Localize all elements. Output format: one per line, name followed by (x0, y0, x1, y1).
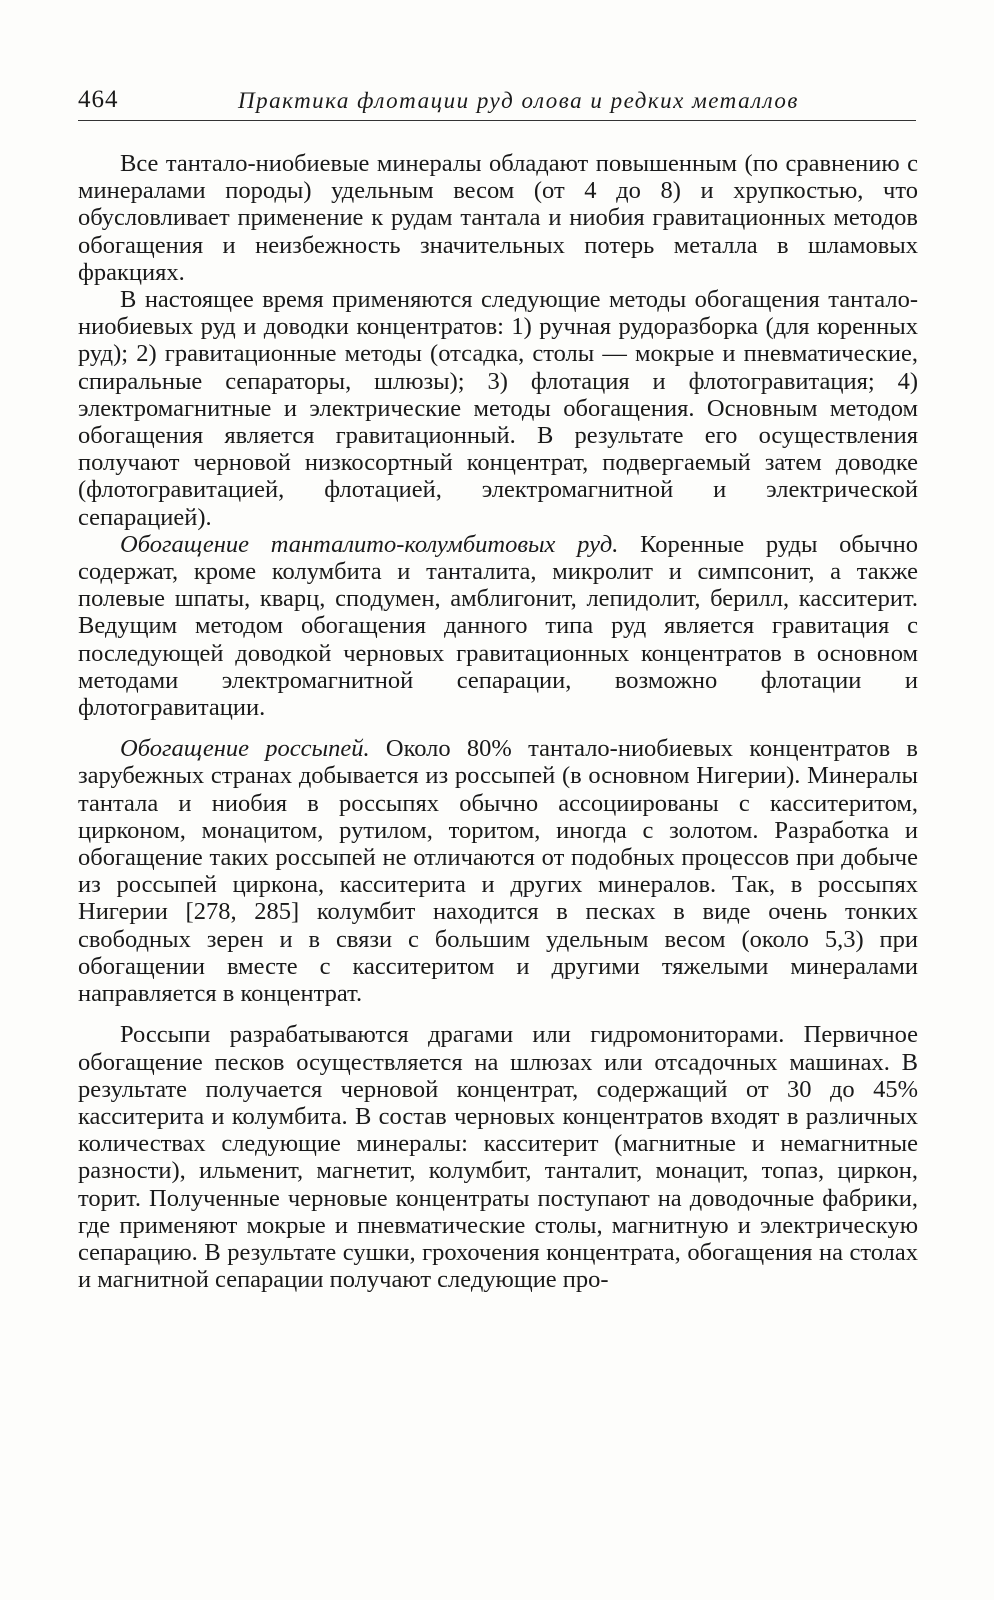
header-rule (78, 120, 916, 121)
paragraph-5 (78, 1021, 918, 1293)
paragraph-1-text: Все тантало-ниобиевые минералы обладают повышенным (по сравнению с минералами породы) удельным весом (от 4 до 8) и хрупкостью, что обусловливает применение к рудам тантала и ниобия гравитационных методов обогащения и неизбежность значительных потерь металла в шламовых фракциях. (78, 150, 918, 286)
paragraph-4 (78, 735, 918, 1007)
paragraph-5-text: Россыпи разрабатываются драгами или гидромониторами. Первичное обогащение песков осуществляется на шлюзах или отсадочных машинах. В результате получается черновой концентрат, содержащий от 30 до 45% касситерита и колумбита. В состав черновых концентратов входят в различных количествах следующие минералы: касситерит (магнитные и немагнитные разности), ильменит, магнетит, колумбит, танталит, монацит, топаз, циркон, торит. Полученные черновые концентраты поступают на доводочные фабрики, где применяют мокрые и пневматические столы, магнитную и электрическую сепарацию. В результате сушки, грохочения концентрата, обогащения на столах и магнитной сепарации получают следующие про- (78, 1021, 918, 1294)
paragraph-3 (78, 531, 918, 721)
paragraph-2 (78, 286, 918, 531)
paragraph-3-text: Коренные руды обычно содержат, кроме колумбита и танталита, микролит и симпсонит, а также полевые шпаты, кварц, сподумен, амблигонит, лепидолит, берилл, касситерит. Ведущим методом обогащения данного типа руд является гравитация с последующей доводкой черновых гравитационных концентратов в основном методами электромагнитной сепарации, возможно флотации и флотогравитации. (78, 530, 918, 722)
body-text (78, 150, 918, 1293)
paragraph-1 (78, 150, 918, 286)
paragraph-2-text: В настоящее время применяются следующие методы обогащения тантало-ниобиевых руд и доводки концентратов: 1) ручная рудоразборка (для коренных руд); 2) гравитационные методы (отсадка, столы — мокрые и пневматические, спиральные сепараторы, шлюзы); 3) флотация и флотогравитация; 4) электромагнитные и электрические методы обогащения. Основным методом обогащения является гравитационный. В результате его осуществления получают черновой низкосортный концентрат, подвергаемый затем доводке (флотогравитацией, флотацией, электромагнитной и электрической сепарацией). (78, 286, 918, 531)
paragraph-4-text: Около 80% тантало-ниобиевых концентратов в зарубежных странах добывается из россыпей (в основном Нигерии). Минералы тантала и ниобия в россыпях обычно ассоциированы с касситеритом, цирконом, монацитом, рутилом, торитом, иногда с золотом. Разработка и обогащение таких россыпей не отличаются от подобных процессов при добыче из россыпей циркона, касситерита и других минералов. Так, в россыпях Нигерии [278, 285] колумбит находится в песках в виде очень тонких свободных зерен и в связи с большим удельным весом (около 5,3) при обогащении вместе с касситеритом и другими тяжелыми минералами направляется в концентрат. (78, 735, 918, 1008)
page-number: 464 (78, 86, 119, 113)
page-header (78, 82, 916, 116)
section-heading-placers: Обогащение россыпей. (120, 735, 370, 763)
section-heading-tantalite-columbite: Обогащение танталито-колумбитовых руд. (120, 530, 619, 558)
running-title: Практика флотации руд олова и редких металлов (238, 88, 799, 113)
